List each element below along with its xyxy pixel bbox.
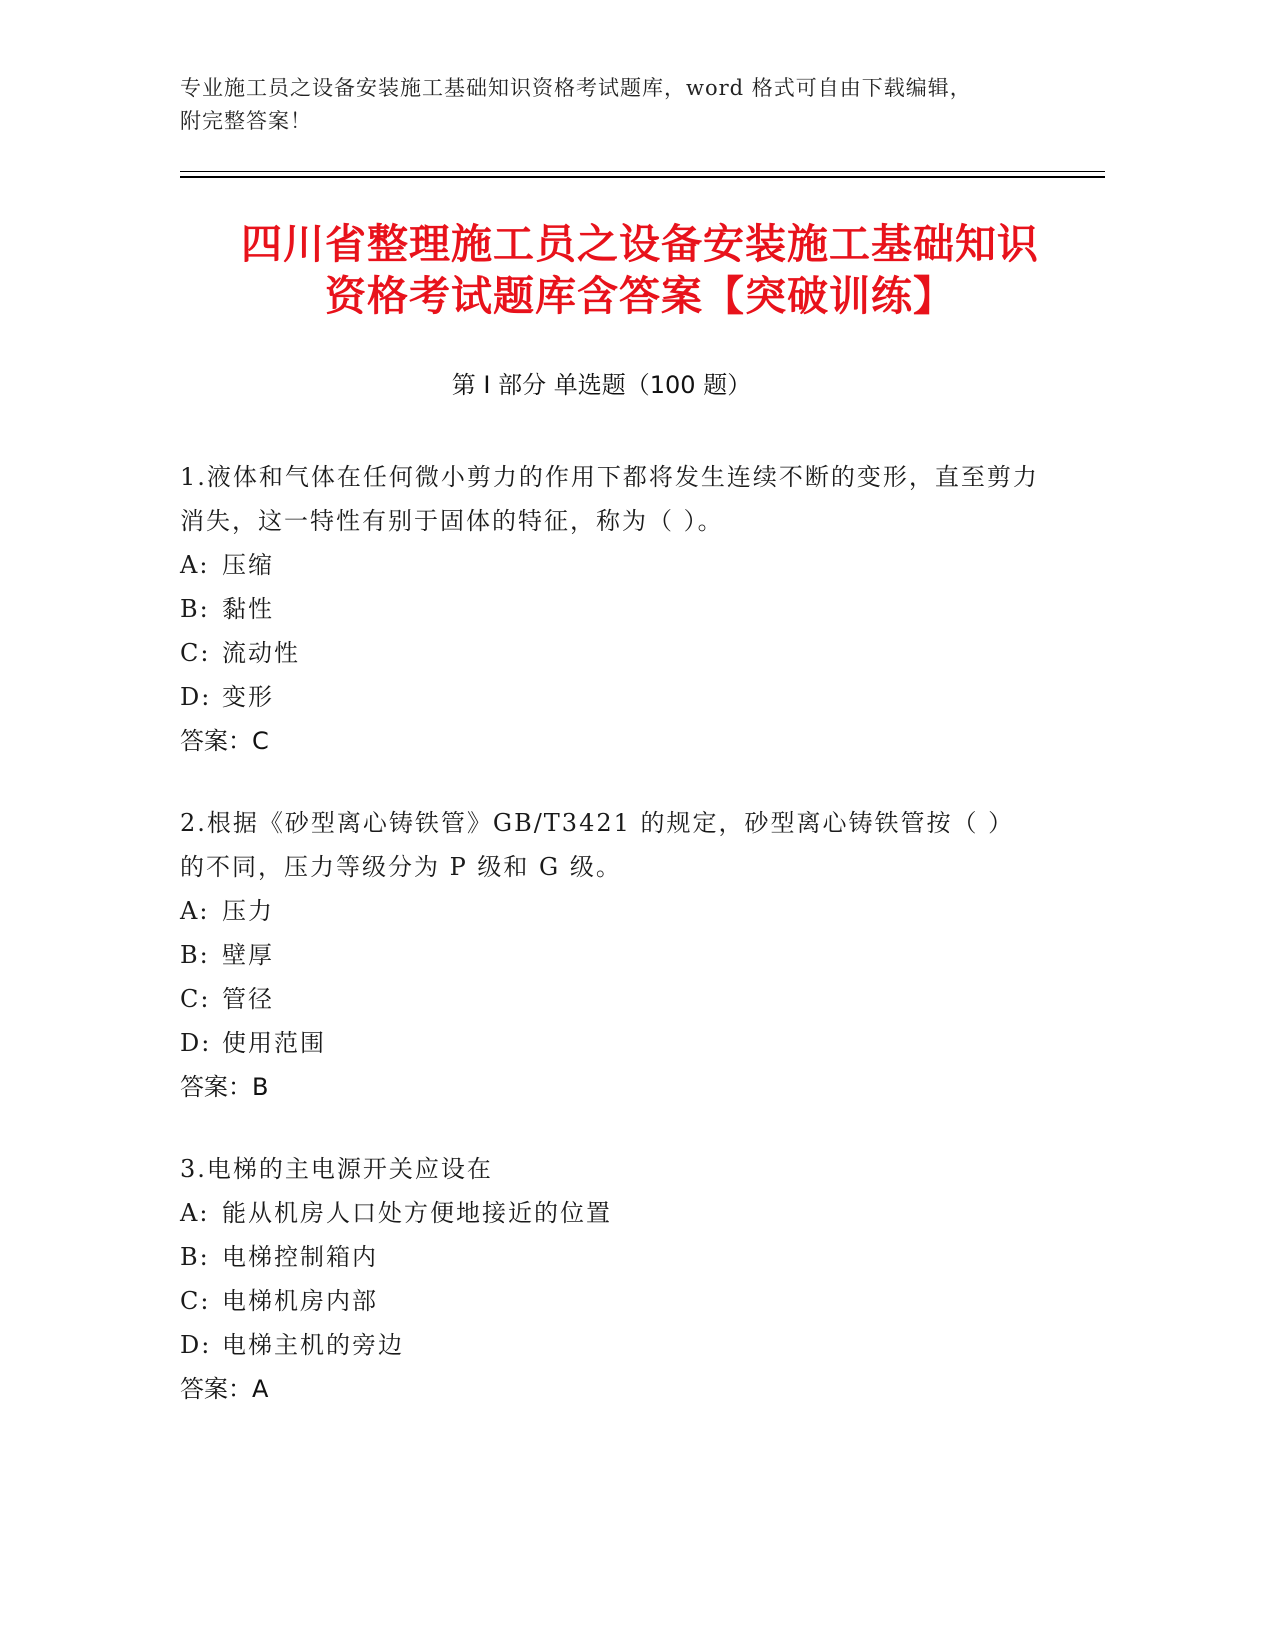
option-d (180, 1323, 1040, 1367)
option-key: B: (180, 941, 210, 969)
answer-line: 答案：C (180, 727, 269, 755)
option-key: D: (180, 1029, 212, 1057)
option-key: A: (180, 897, 210, 925)
header-note (180, 72, 1100, 138)
option-text: 管径 (222, 985, 274, 1013)
header-divider-thin (180, 171, 1105, 172)
option-text: 黏性 (222, 595, 274, 623)
answer-line: 答案：B (180, 1073, 269, 1101)
header-note-line-2: 附完整答案！ (180, 109, 312, 133)
section-heading: 第 I 部分 单选题（100 题） (451, 371, 752, 399)
option-text: 电梯主机的旁边 (222, 1331, 404, 1359)
option-b (180, 1235, 1040, 1279)
option-d (180, 1021, 1040, 1065)
option-c (180, 977, 1040, 1021)
option-key: C: (180, 985, 211, 1013)
question-3 (180, 1147, 1040, 1411)
option-a (180, 889, 1040, 933)
option-key: B: (180, 1243, 210, 1271)
option-c (180, 631, 1040, 675)
option-key: C: (180, 639, 211, 667)
option-text: 使用范围 (222, 1029, 326, 1057)
option-b (180, 933, 1040, 977)
option-key: A: (180, 1199, 210, 1227)
option-text: 电梯控制箱内 (222, 1243, 378, 1271)
option-a (180, 543, 1040, 587)
option-text: 压力 (222, 897, 274, 925)
option-key: B: (180, 595, 210, 623)
question-list (180, 455, 1040, 1449)
option-text: 压缩 (222, 551, 274, 579)
answer-line: 答案：A (180, 1375, 269, 1403)
option-d (180, 675, 1040, 719)
document-title (140, 218, 1140, 322)
question-stem: 1.液体和气体在任何微小剪力的作用下都将发生连续不断的变形，直至剪力消失，这一特性有别于固体的特征，称为（ ）。 (180, 463, 1039, 535)
header-note-line-1: 专业施工员之设备安装施工基础知识资格考试题库，word 格式可自由下载编辑， (180, 76, 972, 100)
option-text: 变形 (222, 683, 274, 711)
header-divider-thick (180, 176, 1105, 178)
question-1 (180, 455, 1040, 763)
question-stem: 2.根据《砂型离心铸铁管》GB/T3421 的规定，砂型离心铸铁管按（ ）的不同，压力等级分为 P 级和 G 级。 (180, 809, 1015, 881)
option-c (180, 1279, 1040, 1323)
option-text: 能从机房人口处方便地接近的位置 (222, 1199, 612, 1227)
option-key: D: (180, 1331, 212, 1359)
question-stem: 3.电梯的主电源开关应设在 (180, 1155, 493, 1183)
option-key: C: (180, 1287, 211, 1315)
question-2 (180, 801, 1040, 1109)
document-title-line-1: 四川省整理施工员之设备安装施工基础知识 (241, 220, 1039, 268)
option-b (180, 587, 1040, 631)
option-a (180, 1191, 1040, 1235)
option-text: 流动性 (222, 639, 300, 667)
option-key: D: (180, 683, 212, 711)
option-key: A: (180, 551, 210, 579)
option-text: 电梯机房内部 (222, 1287, 378, 1315)
document-title-line-2: 资格考试题库含答案【突破训练】 (325, 272, 955, 320)
option-text: 壁厚 (222, 941, 274, 969)
